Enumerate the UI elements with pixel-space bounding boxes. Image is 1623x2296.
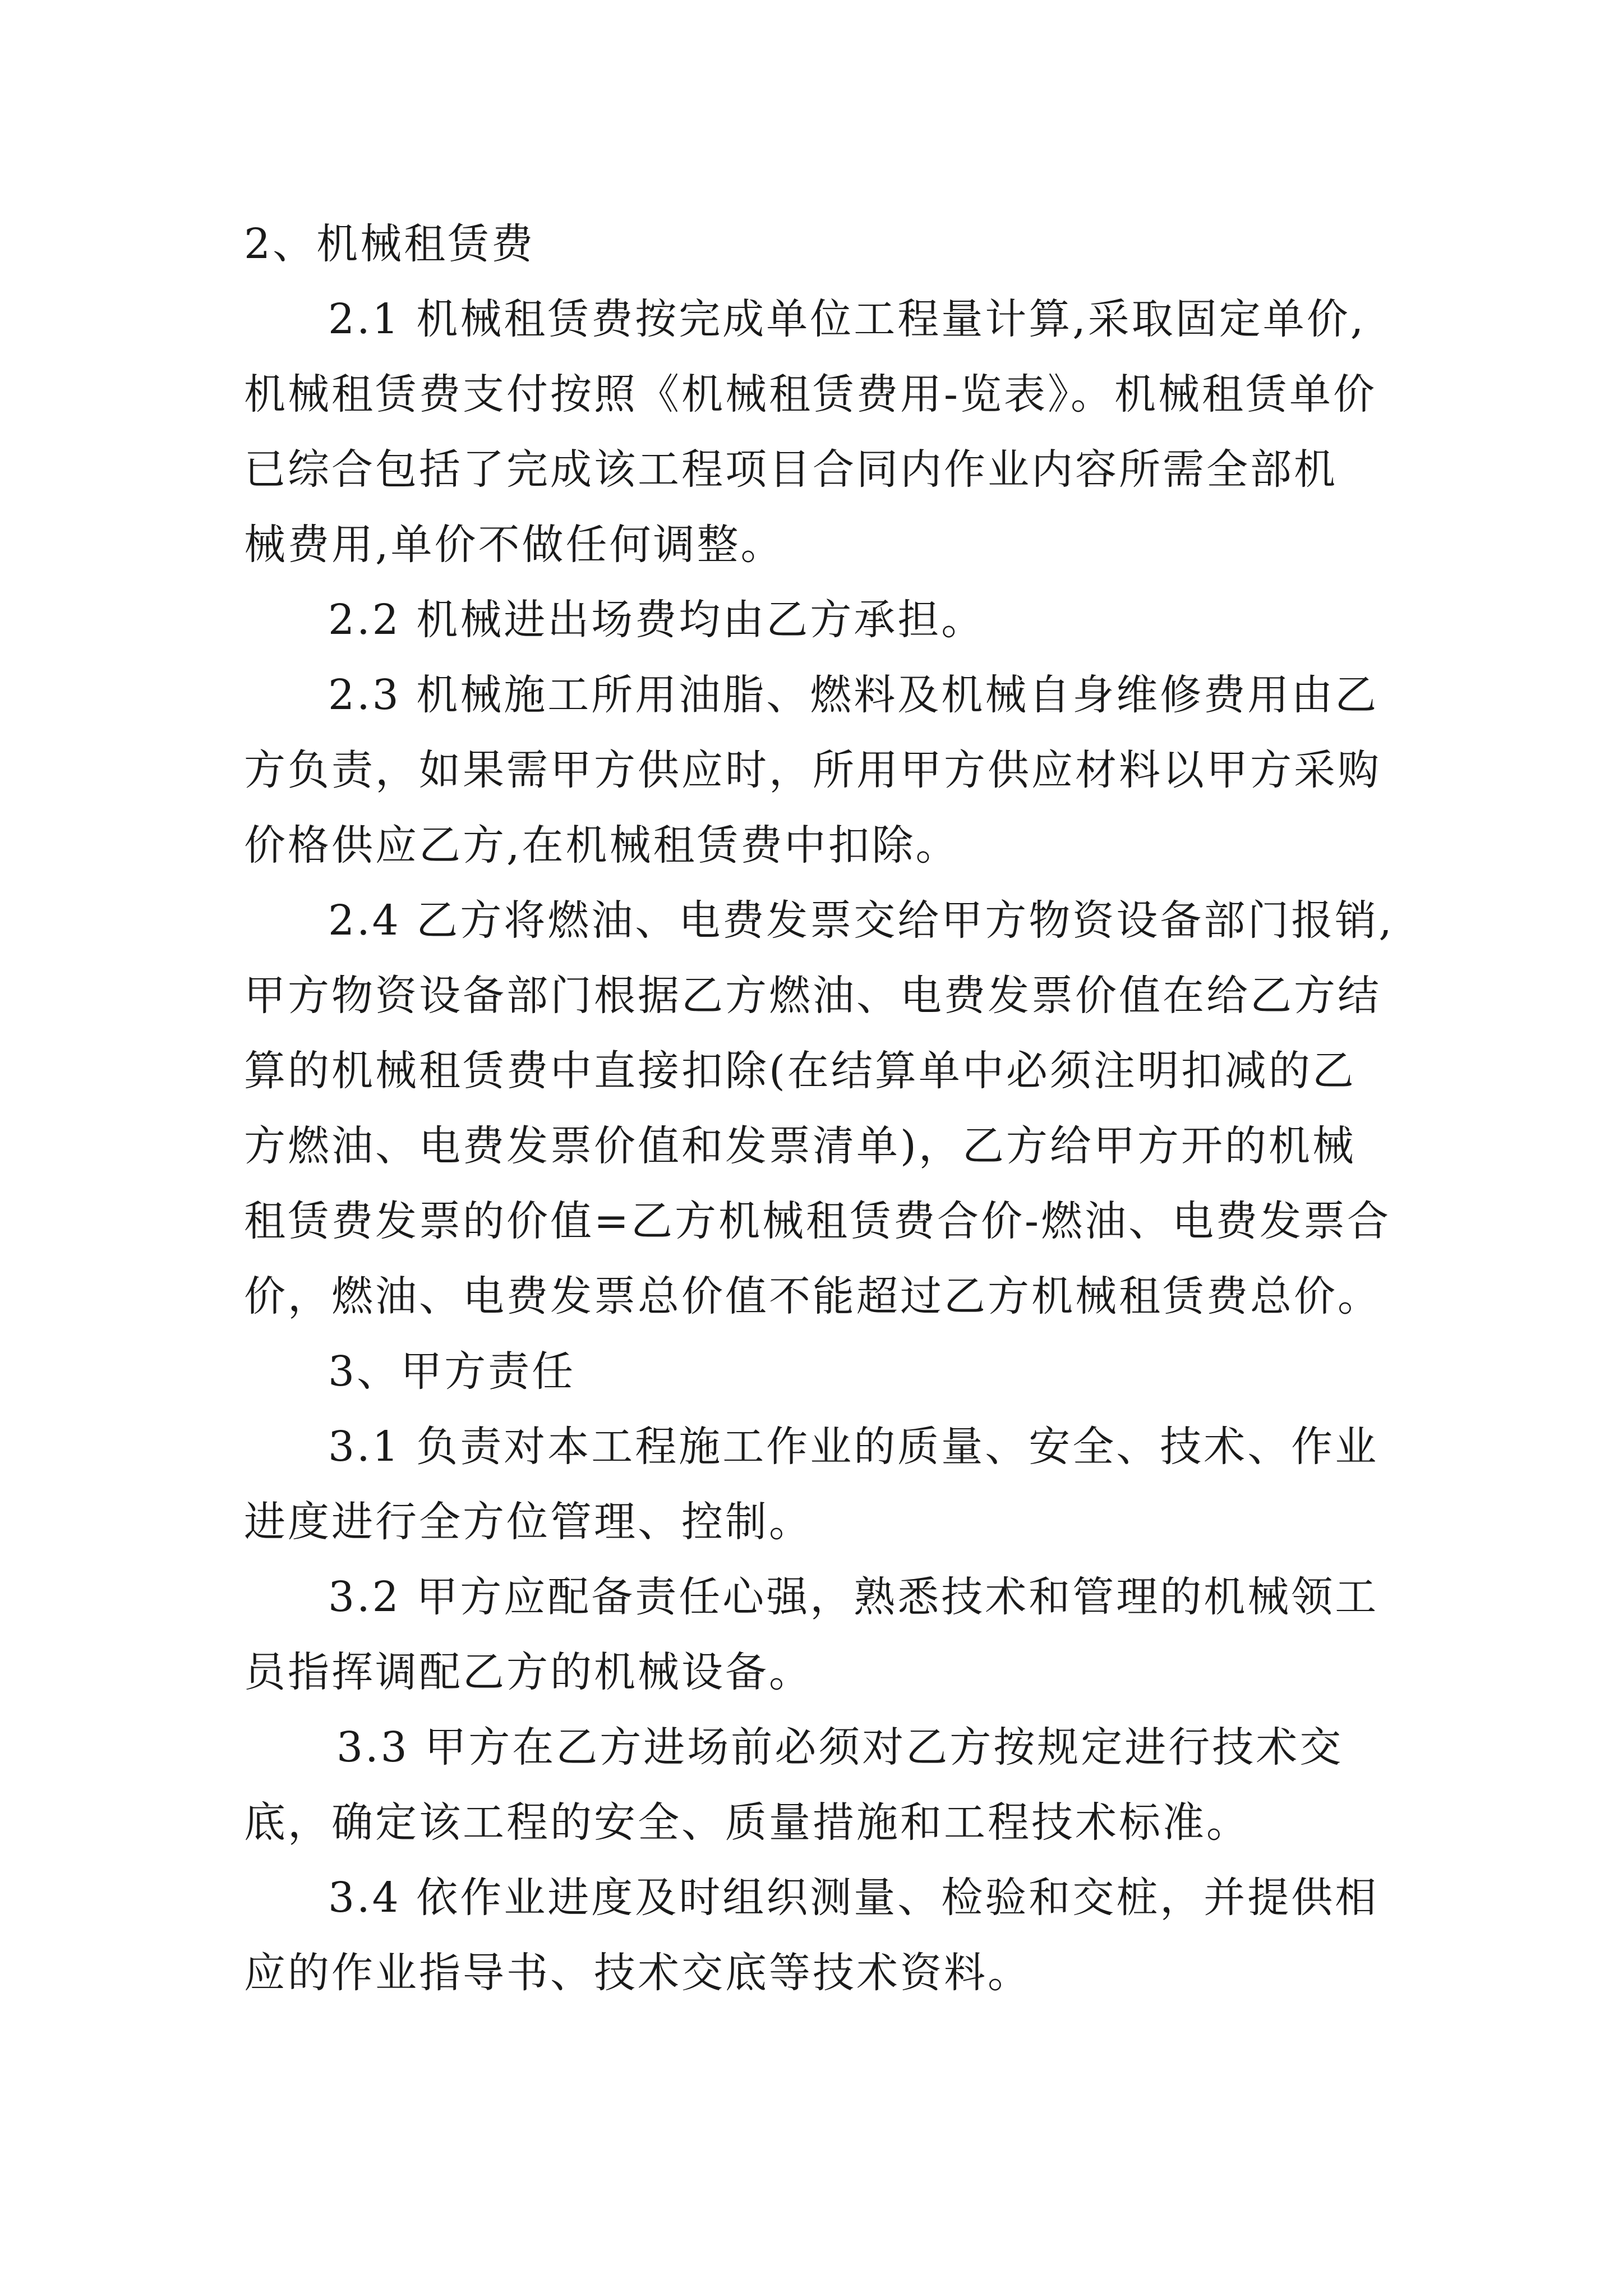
clause-3-4-line-1: 3.4 依作业进度及时组织测量、检验和交桩，并提供相 [328,1874,1379,1922]
clause-2-4-line-2: 甲方物资设备部门根据乙方燃油、电费发票价值在给乙方结 [244,972,1381,1020]
clause-2-3-line-3: 价格供应乙方,在机械租赁费中扣除。 [244,821,960,869]
clause-2-4-line-3: 算的机械租赁费中直接扣除(在结算单中必须注明扣减的乙 [244,1047,1356,1095]
clause-3-4-line-2: 应的作业指导书、技术交底等技术资料。 [244,1949,1031,1997]
section-heading-party-a-responsibility: 3、甲方责任 [328,1347,576,1396]
clause-3-3-line-2: 底，确定该工程的安全、质量措施和工程技术标准。 [244,1798,1250,1847]
clause-3-1-line-2: 进度进行全方位管理、控制。 [244,1498,813,1546]
clause-3-3-line-1: 3.3 甲方在乙方进场前必须对乙方按规定进行技术交 [336,1723,1344,1772]
clause-2-4-line-4: 方燃油、电费发票价值和发票清单)，乙方给甲方开的机械 [244,1122,1356,1170]
document-body [244,206,1394,2010]
clause-2-4-line-5: 租赁费发票的价值=乙方机械租赁费合价-燃油、电费发票合 [244,1197,1391,1245]
section-heading-machinery-rental: 2、机械租赁费 [244,220,536,268]
clause-2-1-line-1: 2.1 机械租赁费按完成单位工程量计算,采取固定单价, [328,295,1366,343]
clause-2-1-line-2: 机械租赁费支付按照《机械租赁费用-览表》。机械租赁单价 [244,370,1377,418]
clause-2-1-line-3: 已综合包括了完成该工程项目合同内作业内容所需全部机 [244,445,1338,494]
clause-3-2-line-1: 3.2 甲方应配备责任心强，熟悉技术和管理的机械领工 [328,1573,1379,1621]
clause-3-2-line-2: 员指挥调配乙方的机械设备。 [244,1648,813,1696]
clause-2-3-line-1: 2.3 机械施工所用油脂、燃料及机械自身维修费用由乙 [328,671,1379,719]
clause-2-3-line-2: 方负责，如果需甲方供应时，所用甲方供应材料以甲方采购 [244,746,1381,794]
clause-2-4-line-6: 价，燃油、电费发票总价值不能超过乙方机械租赁费总价。 [244,1272,1381,1320]
clause-2-1-line-4: 械费用,单价不做任何调整。 [244,521,785,569]
clause-2-4-line-1: 2.4 乙方将燃油、电费发票交给甲方物资设备部门报销, [328,896,1394,945]
clause-2-2: 2.2 机械进出场费均由乙方承担。 [328,596,985,644]
clause-3-1-line-1: 3.1 负责对本工程施工作业的质量、安全、技术、作业 [328,1423,1379,1471]
